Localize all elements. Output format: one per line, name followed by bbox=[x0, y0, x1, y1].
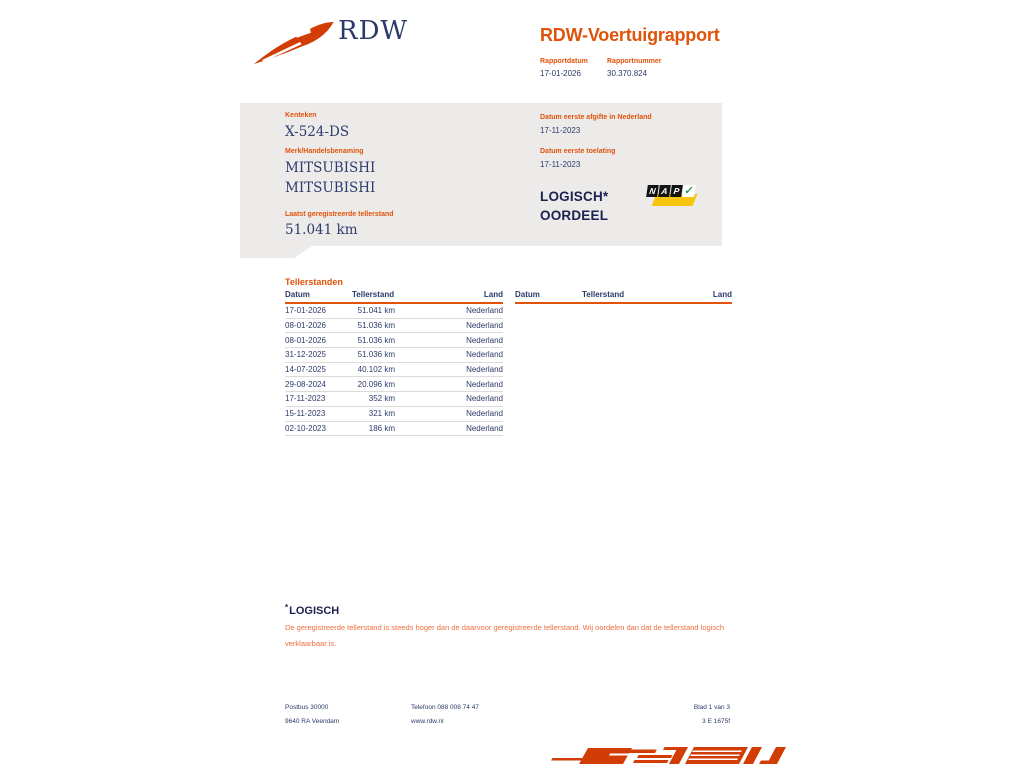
table-row bbox=[285, 377, 503, 392]
footer-phone: Telefoon 088 008 74 47 bbox=[411, 704, 479, 711]
rdw-logo-text: RDW bbox=[338, 16, 409, 46]
cell-tellerstand: 352 km bbox=[352, 392, 395, 407]
toelating-label: Datum eerste toelating bbox=[540, 148, 616, 155]
nap-check-icon: ✓ bbox=[683, 185, 695, 197]
page-title: RDW-Voertuigrapport bbox=[540, 25, 720, 45]
column-header-land: Land bbox=[625, 290, 732, 303]
table-header-row bbox=[285, 290, 503, 303]
cell-datum: 17-11-2023 bbox=[285, 392, 352, 407]
nap-logo bbox=[647, 183, 697, 208]
cell-datum: 08-01-2026 bbox=[285, 318, 352, 333]
footnote-text: De geregistreerde tellerstand is steeds hoger dan de daarvoor geregistreerde tellerstand. Wij oordelen dan dat de tellerstand logisch verklaarbaar is. bbox=[285, 623, 725, 648]
cell-datum: 14-07-2025 bbox=[285, 362, 352, 377]
table-row bbox=[285, 406, 503, 421]
toelating-value: 17-11-2023 bbox=[540, 160, 581, 169]
footer-page-indicator: Blad 1 van 3 bbox=[693, 704, 730, 711]
column-header-land: Land bbox=[395, 290, 503, 303]
cell-datum: 15-11-2023 bbox=[285, 406, 352, 421]
cell-tellerstand: 51.041 km bbox=[352, 303, 395, 318]
column-header-datum: Datum bbox=[515, 290, 582, 303]
column-header-tellerstand: Tellerstand bbox=[582, 290, 625, 303]
tellerstanden-section-title: Tellerstanden bbox=[285, 277, 343, 287]
table-row bbox=[285, 303, 503, 318]
tellerstanden-table-left bbox=[285, 290, 503, 436]
cell-land: Nederland bbox=[395, 421, 503, 436]
nap-letter-n: N bbox=[646, 185, 659, 197]
rapportdatum-value: 17-01-2026 bbox=[540, 69, 581, 78]
table-row bbox=[285, 318, 503, 333]
footer-contact bbox=[411, 701, 479, 729]
tellerstand-value: 51.041 km bbox=[285, 222, 358, 238]
column-header-datum: Datum bbox=[285, 290, 352, 303]
rapportdatum-label: Rapportdatum bbox=[540, 58, 588, 65]
footnote-title-text: LOGISCH bbox=[289, 605, 340, 617]
rdw-stripes-graphic-icon bbox=[551, 744, 791, 768]
cell-tellerstand: 186 km bbox=[352, 421, 395, 436]
cell-tellerstand: 20.096 km bbox=[352, 377, 395, 392]
tellerstand-label: Laatst geregistreerde tellerstand bbox=[285, 211, 394, 218]
cell-tellerstand: 321 km bbox=[352, 406, 395, 421]
cell-datum: 17-01-2026 bbox=[285, 303, 352, 318]
cell-tellerstand: 51.036 km bbox=[352, 333, 395, 348]
merk-label: Merk/Handelsbenaming bbox=[285, 148, 364, 155]
footer-address-line2: 9640 RA Veendam bbox=[285, 718, 340, 725]
handelsbenaming-value: MITSUBISHI bbox=[285, 180, 376, 196]
cell-land: Nederland bbox=[395, 362, 503, 377]
oordeel-text bbox=[540, 187, 608, 225]
cell-tellerstand: 51.036 km bbox=[352, 348, 395, 363]
cell-tellerstand: 40.102 km bbox=[352, 362, 395, 377]
column-header-tellerstand: Tellerstand bbox=[352, 290, 395, 303]
footnote-asterisk: * bbox=[285, 603, 289, 612]
footer-website-link[interactable]: www.rdw.nl bbox=[411, 718, 444, 725]
cell-datum: 02-10-2023 bbox=[285, 421, 352, 436]
rapportnummer-label: Rapportnummer bbox=[607, 58, 662, 65]
cell-land: Nederland bbox=[395, 318, 503, 333]
cell-datum: 29-08-2024 bbox=[285, 377, 352, 392]
nap-letter-a: A bbox=[658, 185, 671, 197]
footer-address bbox=[285, 701, 339, 729]
rdw-logo-icon bbox=[252, 19, 336, 67]
footer-address-line1: Postbus 30000 bbox=[285, 704, 329, 711]
footnote-title bbox=[285, 603, 339, 617]
footer-form-code: 3 E 1675f bbox=[702, 718, 730, 725]
afgifte-label: Datum eerste afgifte in Nederland bbox=[540, 114, 652, 121]
cell-land: Nederland bbox=[395, 377, 503, 392]
cell-land: Nederland bbox=[395, 303, 503, 318]
cell-land: Nederland bbox=[395, 333, 503, 348]
afgifte-value: 17-11-2023 bbox=[540, 126, 581, 135]
oordeel-line1: LOGISCH* bbox=[540, 189, 609, 204]
cell-land: Nederland bbox=[395, 406, 503, 421]
table-row bbox=[285, 362, 503, 377]
table-row bbox=[285, 392, 503, 407]
nap-letter-p: P bbox=[670, 185, 683, 197]
footer-page-info bbox=[600, 701, 730, 729]
cell-tellerstand: 51.036 km bbox=[352, 318, 395, 333]
table-header-row bbox=[515, 290, 732, 303]
cell-land: Nederland bbox=[395, 392, 503, 407]
cell-datum: 08-01-2026 bbox=[285, 333, 352, 348]
table-body bbox=[285, 303, 503, 436]
tellerstanden-table-right bbox=[515, 290, 732, 304]
oordeel-line2: OORDEEL bbox=[540, 208, 609, 223]
merk-value: MITSUBISHI bbox=[285, 160, 376, 176]
kenteken-label: Kenteken bbox=[285, 112, 317, 119]
cell-datum: 31-12-2025 bbox=[285, 348, 352, 363]
table-row bbox=[285, 348, 503, 363]
cell-land: Nederland bbox=[395, 348, 503, 363]
table-row bbox=[285, 333, 503, 348]
table-row bbox=[285, 421, 503, 436]
summary-box-tail bbox=[240, 246, 312, 258]
rapportnummer-value: 30.370.824 bbox=[607, 69, 648, 78]
kenteken-value: X-524-DS bbox=[285, 124, 350, 140]
